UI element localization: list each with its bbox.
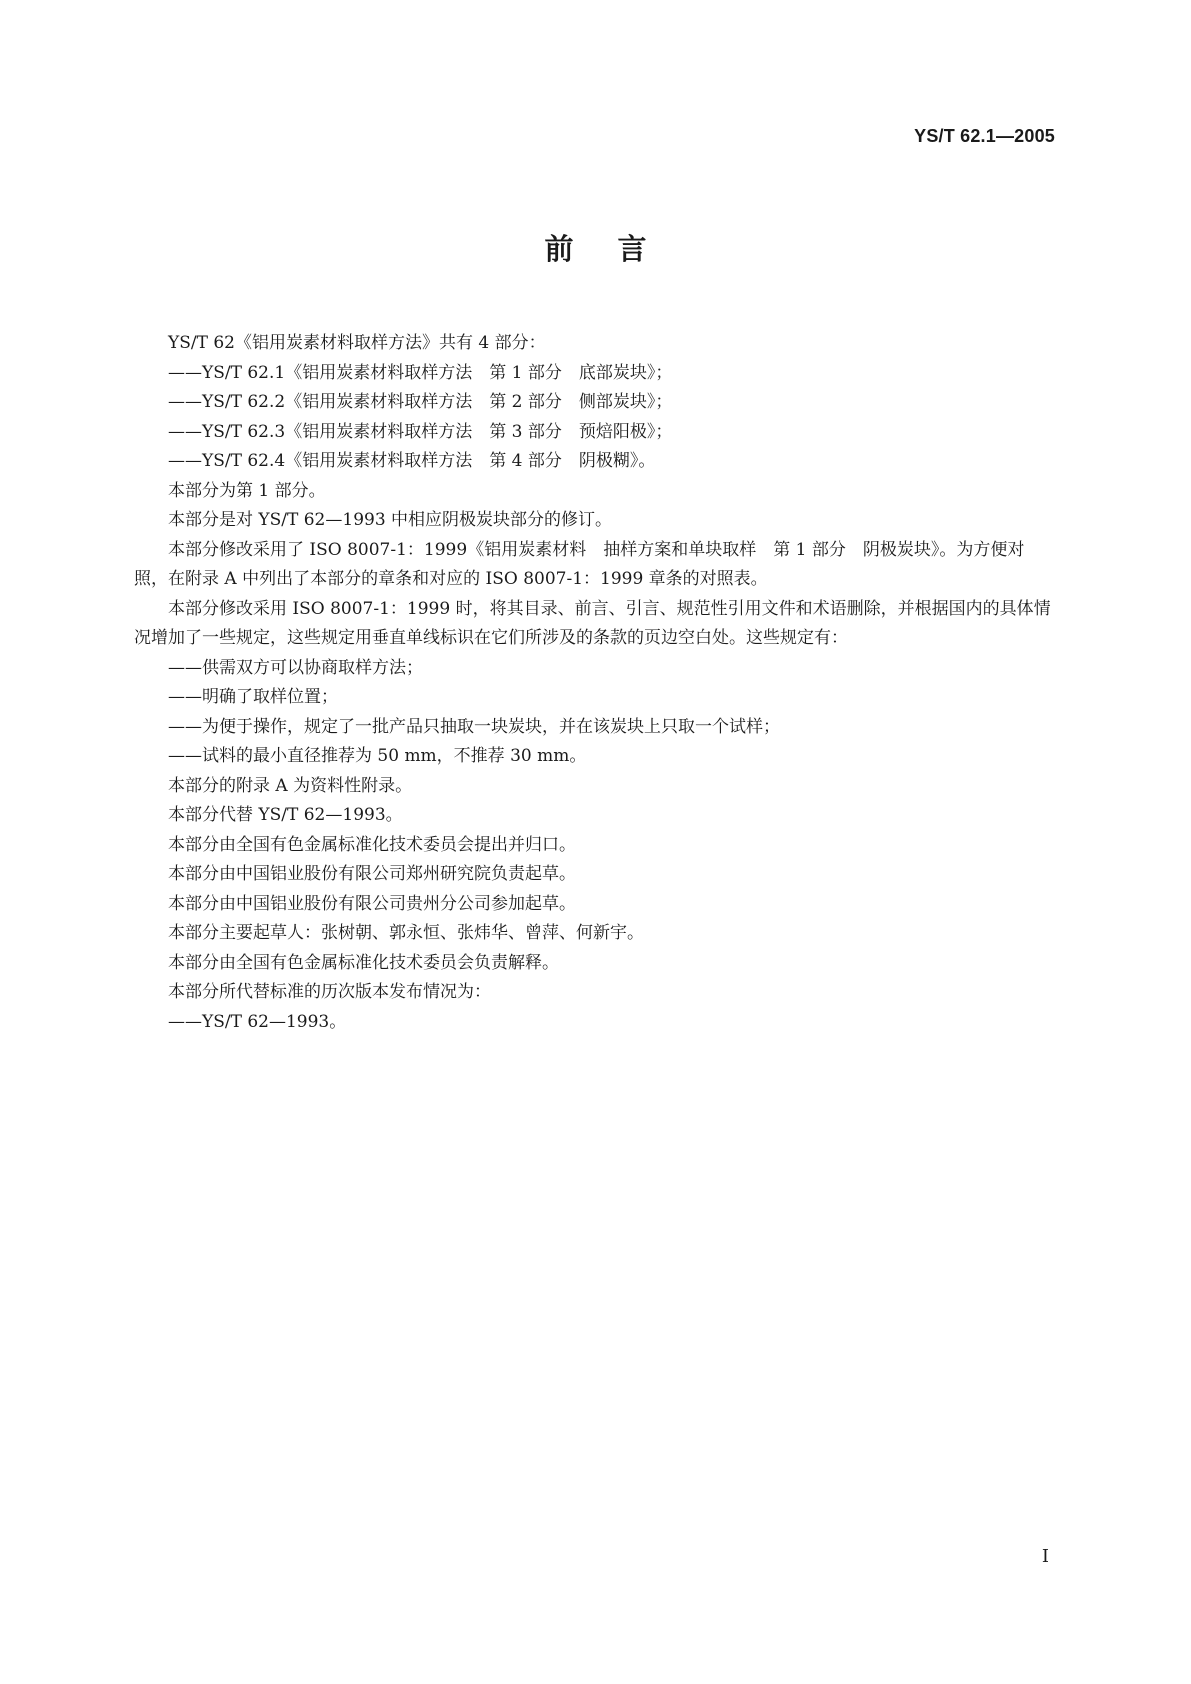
paragraph: ——YS/T 62.4《铝用炭素材料取样方法 第 4 部分 阴极糊》。 <box>168 451 656 471</box>
paragraph: 本部分为第 1 部分。 <box>168 480 326 501</box>
paragraph: 本部分由全国有色金属标准化技术委员会提出并归口。 <box>168 834 576 855</box>
paragraph: 本部分修改采用 ISO 8007-1：1999 时，将其目录、前言、引言、规范性引用文件和术语删除，并根据国内的具体情况增加了一些规定，这些规定用垂直单线标识在它们所涉及的条款的页边空白处。这些规定有： <box>134 598 1051 648</box>
paragraph: 本部分由中国铝业股份有限公司郑州研究院负责起草。 <box>168 864 576 884</box>
paragraph: 本部分所代替标准的历次版本发布情况为： <box>168 982 491 1002</box>
document-body <box>134 329 1056 1037</box>
paragraph: ——为便于操作，规定了一批产品只抽取一块炭块，并在该炭块上只取一个试样； <box>168 716 780 737</box>
paragraph: ——YS/T 62.2《铝用炭素材料取样方法 第 2 部分 侧部炭块》； <box>168 392 673 412</box>
paragraph: ——供需双方可以协商取样方法； <box>168 657 423 678</box>
paragraph: 本部分是对 YS/T 62—1993 中相应阴极炭块部分的修订。 <box>168 510 613 530</box>
paragraph: ——试料的最小直径推荐为 50 mm，不推荐 30 mm。 <box>168 746 587 766</box>
paragraph: YS/T 62《铝用炭素材料取样方法》共有 4 部分： <box>168 333 546 353</box>
page-number: I <box>1041 1546 1049 1567</box>
paragraph: 本部分的附录 A 为资料性附录。 <box>168 775 413 796</box>
page-title: 前言 <box>544 232 691 266</box>
paragraph: 本部分主要起草人：张树朝、郭永恒、张炜华、曾萍、何新宇。 <box>168 923 644 943</box>
paragraph: ——明确了取样位置； <box>168 687 338 707</box>
paragraph: 本部分代替 YS/T 62—1993。 <box>168 805 403 825</box>
standard-code: YS/T 62.1—2005 <box>914 126 1055 146</box>
paragraph: 本部分由全国有色金属标准化技术委员会负责解释。 <box>168 952 559 973</box>
paragraph: 本部分修改采用了 ISO 8007-1：1999《铝用炭素材料 抽样方案和单块取样 第 1 部分 阴极炭块》。为方便对照，在附录 A 中列出了本部分的章条和对应的 ISO 8007-1：1999 章条的对照表。 <box>134 539 1025 589</box>
paragraph: ——YS/T 62—1993。 <box>168 1011 347 1032</box>
paragraph: 本部分由中国铝业股份有限公司贵州分公司参加起草。 <box>168 893 576 914</box>
paragraph: ——YS/T 62.1《铝用炭素材料取样方法 第 1 部分 底部炭块》； <box>168 362 673 383</box>
paragraph: ——YS/T 62.3《铝用炭素材料取样方法 第 3 部分 预焙阳极》； <box>168 421 673 442</box>
